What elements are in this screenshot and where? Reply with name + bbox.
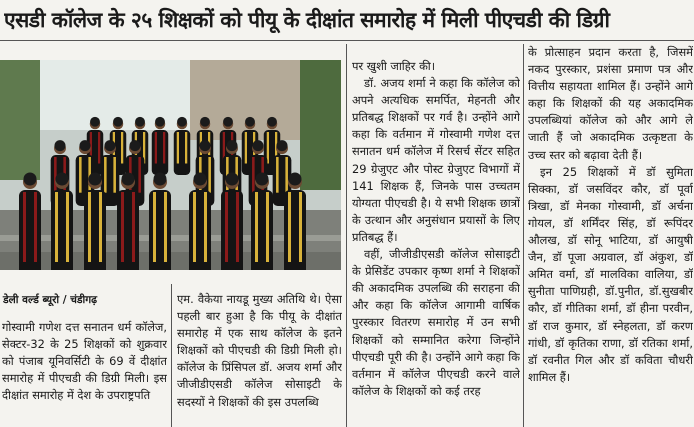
column-4-para-2: इन 25 शिक्षकों में डॉ सुमिता सिक्का, डॉ जसविंदर कौर, डॉ पूर्वा त्रिखा, डॉ मेनका गोस्वामी, डॉ अर्चना गोयल, डॉ शर्मिंदर सिंह, डॉ रूपिंदर औलख, डॉ सोनू भाटिया, डॉ आयुषी जैन, डॉ पूजा अग्रवाल, डॉ अंकुश, डॉ अमित वर्मा, डॉ मालविका वालिया, डॉ सुनीता पाणिग्रही, डॉ.पुनीत, डॉ.सुखबीर कौर, डॉ गीतिका शर्मा, डॉ हीना परवीन, डॉ राज कुमार, डॉ स्नेहलता, डॉ करण गांधी, डॉ कृतिका राणा, डॉ रतिका शर्मा, डॉ रवनीत गिल और डॉ कविता चौधरी शामिल हैं। — [528, 164, 693, 384]
column-divider-2 — [346, 44, 347, 427]
column-3-para-1: पर खुशी जाहिर की। — [352, 59, 436, 73]
byline: डेली वर्ल्ड ब्यूरो / चंडीगढ़ — [3, 294, 98, 306]
column-1 — [2, 319, 167, 427]
column-4 — [528, 44, 693, 427]
column-3 — [352, 58, 520, 427]
column-4-para-1: के प्रोत्साहन प्रदान करता है, जिसमें नकद पुरस्कार, प्रशंसा प्रमाण पत्र और वित्तीय सहायता शामिल हैं। उन्होंने आगे कहा कि शिक्षकों की यह अकादमिक उपलब्धियां कॉलेज को और आगे ले जाती हैं जो अकादमिक उत्कृष्टता के उच्च स्तर को बढ़ावा देती हैं। — [528, 45, 693, 162]
headline-rule — [0, 40, 694, 41]
column-3-para-2: डॉ. अजय शर्मा ने कहा कि कॉलेज को अपने अत्यधिक समर्पित, मेहनती और प्रतिबद्ध शिक्षकों पर गर्व है। उन्होंने आगे कहा कि वर्तमान में गोस्वामी गणेश दत्त सनातन धर्म कॉलेज में रिसर्च सेंटर सहित 29 ग्रेजुएट और पोस्ट ग्रेजुएट विभागों में 141 शिक्षक हैं, जिनके पास उच्चतम योग्यता पीएचडी है। ये सभी शिक्षक छात्रों के उत्थान और अनुसंधान प्रयासों के लिए प्रतिबद्ध हैं। — [352, 76, 520, 244]
column-3-para-3: वहीं, जीजीडीएसडी कॉलेज सोसाइटी के प्रेसिडेंट उपकार कृष्ण शर्मा ने शिक्षकों की अकादमिक उपलब्धि की सराहना की और कहा कि कॉलेज आगामी वार्षिक पुरस्कार वितरण समारोह में उन सभी शिक्षकों को सम्मानित करेगा जिन्होंने पीएचडी पूरी की है। उन्होंने आगे कहा कि वर्तमान में कॉलेज पीएचडी करने वाले कॉलेज के शिक्षकों को कई तरह — [352, 247, 520, 398]
headline: एसडी कॉलेज के २५ शिक्षकों को पीयू के दीक्षांत समारोह में मिली पीएचडी की डिग्री — [4, 8, 610, 32]
group-photo-illustration — [0, 60, 341, 270]
column-divider-3 — [523, 44, 524, 427]
column-2 — [177, 291, 342, 427]
column-1-text: गोस्वामी गणेश दत्त सनातन धर्म कॉलेज, सेक्टर-32 के 25 शिक्षकों को शुक्रवार को पंजाब यूनिवर्सिटी के 69 वें दीक्षांत समारोह में पीएचडी की डिग्री मिली। इस दीक्षांत समारोह में देश के उपराष्ट्रपति — [2, 320, 167, 403]
group-photo — [0, 60, 341, 270]
column-2-text: एम. वैकेया नायडू मुख्य अतिथि थे। ऐसा पहली बार हुआ है कि पीयू के दीक्षांत समारोह में एक साथ कॉलेज के इतने शिक्षकों को पीएचडी की डिग्री मिली हो। कॉलेज के प्रिंसिपल डॉ. अजय शर्मा और जीजीडीएसडी कॉलेज सोसाइटी के सदस्यों ने शिक्षकों की इस उपलब्धि — [177, 292, 342, 409]
column-divider-1 — [171, 284, 172, 427]
